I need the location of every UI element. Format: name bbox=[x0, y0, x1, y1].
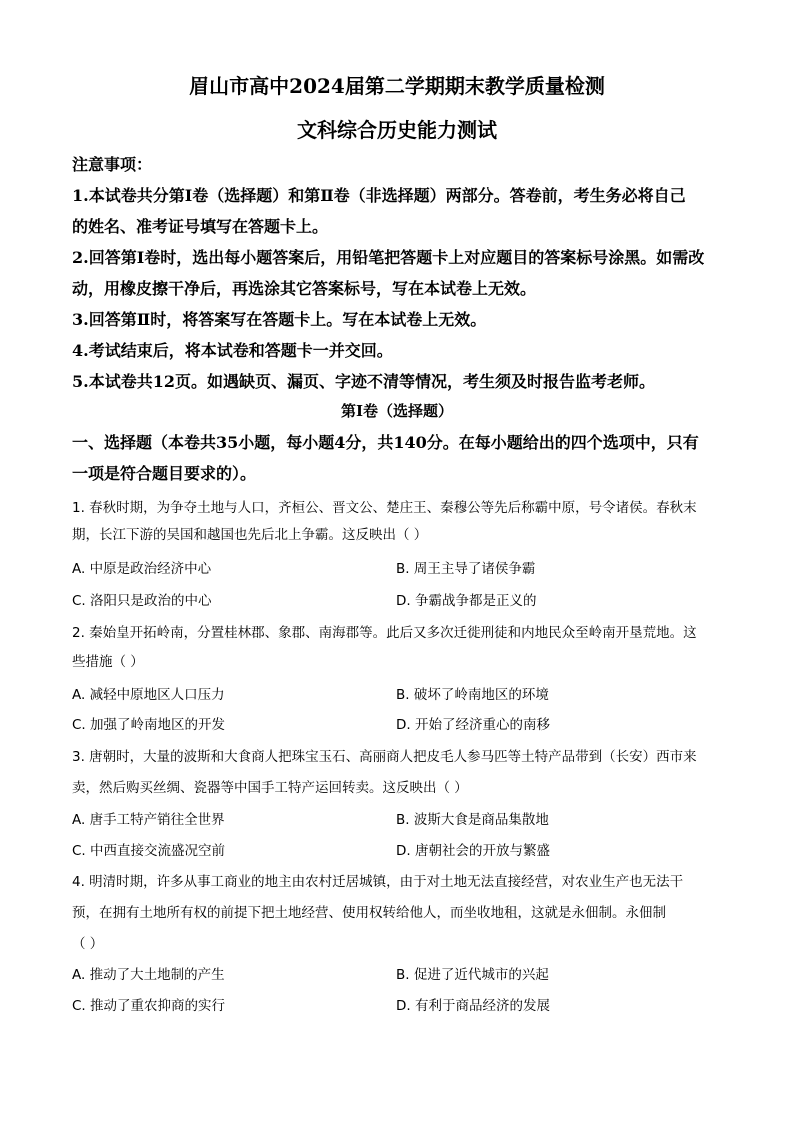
question-2-option-b: B. 破坏了岭南地区的环境 bbox=[396, 687, 549, 703]
question-4-text: 4. 明清时期，许多从事工商业的地主由农村迁居城镇，由于对土地无法直接经营，对农业生产也无法干 bbox=[72, 874, 684, 890]
question-4-option-d: D. 有利于商品经济的发展 bbox=[396, 998, 550, 1014]
question-3-text: 3. 唐朝时，大量的波斯和大食商人把珠宝玉石、高丽商人把皮毛人参马匹等土特产品带到（长安）西市来 bbox=[72, 749, 697, 765]
question-3-text: 卖，然后购买丝绸、瓷器等中国手工特产运回转卖。这反映出（ ） bbox=[72, 780, 468, 796]
question-2-option-a: A. 减轻中原地区人口压力 bbox=[72, 687, 225, 703]
question-4-text: 预，在拥有土地所有权的前提下把土地经营、使用权转给他人，而坐收地租，这就是永佃制。永佃制 bbox=[72, 905, 666, 921]
notice-line: 1.本试卷共分第Ⅰ卷（选择题）和第Ⅱ卷（非选择题）两部分。答卷前，考生务必将自己 bbox=[72, 186, 686, 205]
notice-line: 动，用橡皮擦干净后，再选涂其它答案标号，写在本试卷上无效。 bbox=[72, 279, 537, 298]
notice-line: 的姓名、准考证号填写在答题卡上。 bbox=[72, 217, 329, 236]
notice-line: 4.考试结束后，将本试卷和答题卡一并交回。 bbox=[72, 341, 393, 360]
part-heading: 第Ⅰ卷（选择题） bbox=[340, 402, 454, 420]
notice-line: 2.回答第Ⅰ卷时，选出每小题答案后，用铅笔把答题卡上对应题目的答案标号涂黑。如需改 bbox=[72, 248, 705, 267]
question-3-option-a: A. 唐手工特产销往全世界 bbox=[72, 812, 225, 828]
question-4-option-a: A. 推动了大土地制的产生 bbox=[72, 967, 225, 983]
question-2-text: 些措施（ ） bbox=[72, 654, 144, 670]
question-1-text: 期，长江下游的吴国和越国也先后北上争霸。这反映出（ ） bbox=[72, 527, 428, 543]
question-1-option-b: B. 周王主导了诸侯争霸 bbox=[396, 561, 536, 577]
notice-line: 3.回答第Ⅱ时，将答案写在答题卡上。写在本试卷上无效。 bbox=[72, 310, 487, 329]
question-1-option-a: A. 中原是政治经济中心 bbox=[72, 561, 212, 577]
question-1-option-d: D. 争霸战争都是正义的 bbox=[396, 593, 537, 609]
question-1-option-c: C. 洛阳只是政治的中心 bbox=[72, 593, 212, 609]
question-1-text: 1. 春秋时期，为争夺土地与人口，齐桓公、晋文公、楚庄王、秦穆公等先后称霸中原，号令诸侯。春秋末 bbox=[72, 500, 697, 516]
question-3-option-c: C. 中西直接交流盛况空前 bbox=[72, 843, 226, 859]
question-4-option-b: B. 促进了近代城市的兴起 bbox=[396, 967, 549, 983]
question-3-option-d: D. 唐朝社会的开放与繁盛 bbox=[396, 843, 550, 859]
question-3-option-b: B. 波斯大食是商品集散地 bbox=[396, 812, 549, 828]
question-2-option-d: D. 开始了经济重心的南移 bbox=[396, 717, 550, 733]
notice-line: 5.本试卷共12页。如遇缺页、漏页、字迹不清等情况，考生须及时报告监考老师。 bbox=[72, 372, 655, 391]
section-heading: 一、选择题（本卷共35小题，每小题4分，共140分。在每小题给出的四个选项中，只有 bbox=[72, 433, 699, 452]
exam-subtitle: 文科综合历史能力测试 bbox=[297, 118, 497, 142]
question-4-option-c: C. 推动了重农抑商的实行 bbox=[72, 998, 226, 1014]
section-heading: 一项是符合题目要求的）。 bbox=[72, 464, 257, 483]
question-2-text: 2. 秦始皇开拓岭南，分置桂林郡、象郡、南海郡等。此后又多次迁徙刑徒和内地民众至岭南开垦荒地。这 bbox=[72, 625, 697, 641]
question-2-option-c: C. 加强了岭南地区的开发 bbox=[72, 717, 226, 733]
exam-title: 眉山市高中2024届第二学期期末教学质量检测 bbox=[189, 74, 605, 98]
notice-heading: 注意事项： bbox=[72, 155, 153, 174]
question-4-text: （ ） bbox=[72, 936, 104, 952]
